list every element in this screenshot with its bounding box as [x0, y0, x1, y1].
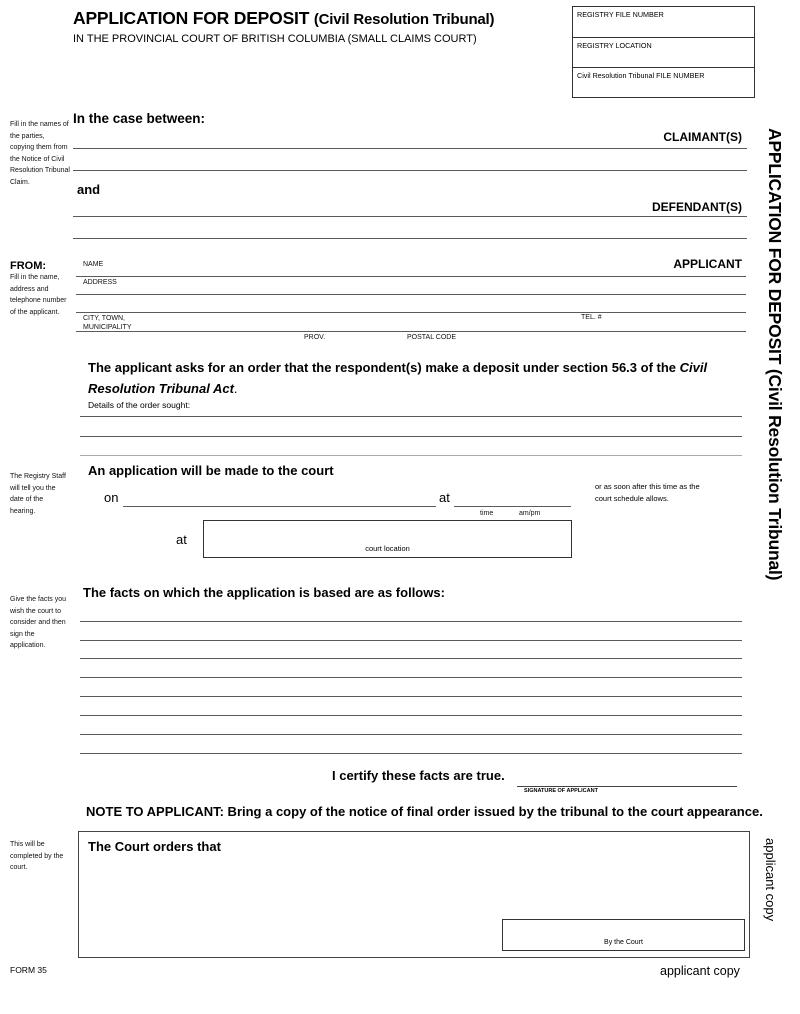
copy-label: applicant copy [660, 964, 740, 978]
at-location-label: at [176, 532, 187, 547]
address-label: ADDRESS [83, 279, 117, 286]
city-label-line-2: MUNICIPALITY [83, 324, 132, 331]
hearing-heading: An application will be made to the court [88, 463, 334, 478]
details-line-3 [80, 455, 742, 456]
applicant-address-field-1[interactable] [73, 277, 747, 294]
defendant-line-2 [73, 238, 747, 239]
defendant-field-1[interactable] [73, 196, 747, 216]
signature-field[interactable] [517, 766, 737, 786]
applicant-city-field[interactable] [73, 313, 573, 331]
applicant-name-field[interactable] [73, 257, 747, 277]
facts-heading: The facts on which the application is based are as follows: [83, 585, 445, 600]
form-title-sub: (Civil Resolution Tribunal) [313, 11, 495, 28]
crt-file-number-field[interactable] [573, 68, 754, 99]
defendant-line-1 [73, 216, 747, 217]
order-request-text-main: The applicant asks for an order that the respondent(s) make a deposit under section 56.3 of the [88, 360, 680, 375]
schedule-note: or as soon after this time as the court schedule allows. [595, 482, 700, 503]
tel-label: TEL. # [581, 314, 602, 321]
by-the-court-label: By the Court [604, 939, 643, 946]
registry-location-field[interactable] [573, 38, 754, 69]
hearing-date-field[interactable] [123, 487, 436, 507]
details-line-2 [80, 436, 742, 437]
vertical-copy-label: applicant copy [763, 838, 778, 922]
court-order-side-note: This will be completed by the court. [10, 841, 64, 871]
claimant-field-2[interactable] [73, 150, 747, 170]
from-side-note: Fill in the name, address and telephone number of the applicant. [10, 274, 67, 316]
and-label: and [77, 182, 101, 197]
claimant-label: CLAIMANT(S) [663, 130, 742, 144]
defendant-label: DEFENDANT(S) [652, 200, 742, 214]
order-request-text [88, 357, 708, 399]
city-label-line-1: CITY, TOWN, [83, 315, 126, 322]
facts-field[interactable] [80, 622, 742, 640]
time-label: time [480, 510, 494, 517]
parties-heading: In the case between: [73, 111, 206, 126]
facts-field[interactable] [80, 735, 742, 753]
registry-file-number-label: REGISTRY FILE NUMBER [577, 10, 664, 19]
details-label: Details of the order sought: [88, 400, 191, 410]
name-label: NAME [83, 261, 104, 268]
claimant-line-2 [73, 170, 747, 171]
applicant-address-field-2[interactable] [73, 295, 747, 312]
form-number: FORM 35 [10, 965, 47, 975]
facts-line [80, 753, 742, 754]
postal-code-label: POSTAL CODE [407, 334, 457, 341]
by-the-court-field[interactable] [502, 919, 745, 951]
city-line [76, 331, 746, 332]
signature-label: SIGNATURE OF APPLICANT [524, 788, 598, 794]
hearing-time-field[interactable] [454, 487, 571, 507]
defendant-field-2[interactable] [73, 218, 747, 238]
court-location-label: court location [365, 544, 410, 553]
court-name: IN THE PROVINCIAL COURT OF BRITISH COLUMBIA (SMALL CLAIMS COURT) [73, 33, 477, 45]
facts-field[interactable] [80, 659, 742, 677]
hearing-side-note: The Registry Staff will tell you the date of the hearing. [10, 473, 66, 515]
court-location-field[interactable] [203, 520, 572, 558]
facts-field[interactable] [80, 697, 742, 715]
at-time-label: at [439, 490, 450, 505]
order-details-field-2[interactable] [80, 417, 742, 436]
order-details-field-1[interactable] [80, 396, 742, 416]
form-title-main: APPLICATION FOR DEPOSIT [73, 8, 310, 28]
court-order-heading: The Court orders that [88, 839, 221, 854]
vertical-form-title: APPLICATION FOR DEPOSIT (Civil Resolution Tribunal) [765, 128, 785, 581]
order-request-period: . [233, 381, 238, 396]
applicant-tel-field[interactable] [600, 313, 746, 331]
from-heading: FROM: [10, 260, 47, 272]
on-label: on [104, 490, 119, 505]
registry-box [572, 6, 755, 98]
claimant-field-1[interactable] [73, 128, 747, 148]
crt-file-number-label: Civil Resolution Tribunal FILE NUMBER [577, 71, 705, 80]
facts-field[interactable] [80, 678, 742, 696]
applicant-label: APPLICANT [673, 257, 742, 271]
facts-field[interactable] [80, 603, 742, 621]
date-line [123, 506, 436, 507]
registry-file-number-field[interactable] [573, 7, 754, 38]
act-name-part-2: Resolution Tribunal Act [88, 381, 234, 396]
time-line [454, 506, 571, 507]
form-title [73, 8, 494, 29]
claimant-line-1 [73, 148, 747, 149]
registry-location-label: REGISTRY LOCATION [577, 40, 652, 50]
prov-label: PROV. [304, 334, 326, 341]
ampm-label: am/pm [519, 510, 541, 517]
facts-field[interactable] [80, 640, 742, 658]
note-to-applicant: NOTE TO APPLICANT: Bring a copy of the notice of final order issued by the tribunal to the court appearance. [86, 804, 763, 819]
signature-line [517, 786, 737, 787]
facts-field[interactable] [80, 716, 742, 734]
parties-side-note: Fill in the names of the parties, copying them from the Notice of Civil Resolution Tribunal Claim. [10, 121, 70, 186]
act-name-part-1: Civil [679, 360, 708, 375]
facts-side-note: Give the facts you wish the court to consider and then sign the application. [10, 596, 67, 649]
certify-text: I certify these facts are true. [332, 768, 505, 783]
